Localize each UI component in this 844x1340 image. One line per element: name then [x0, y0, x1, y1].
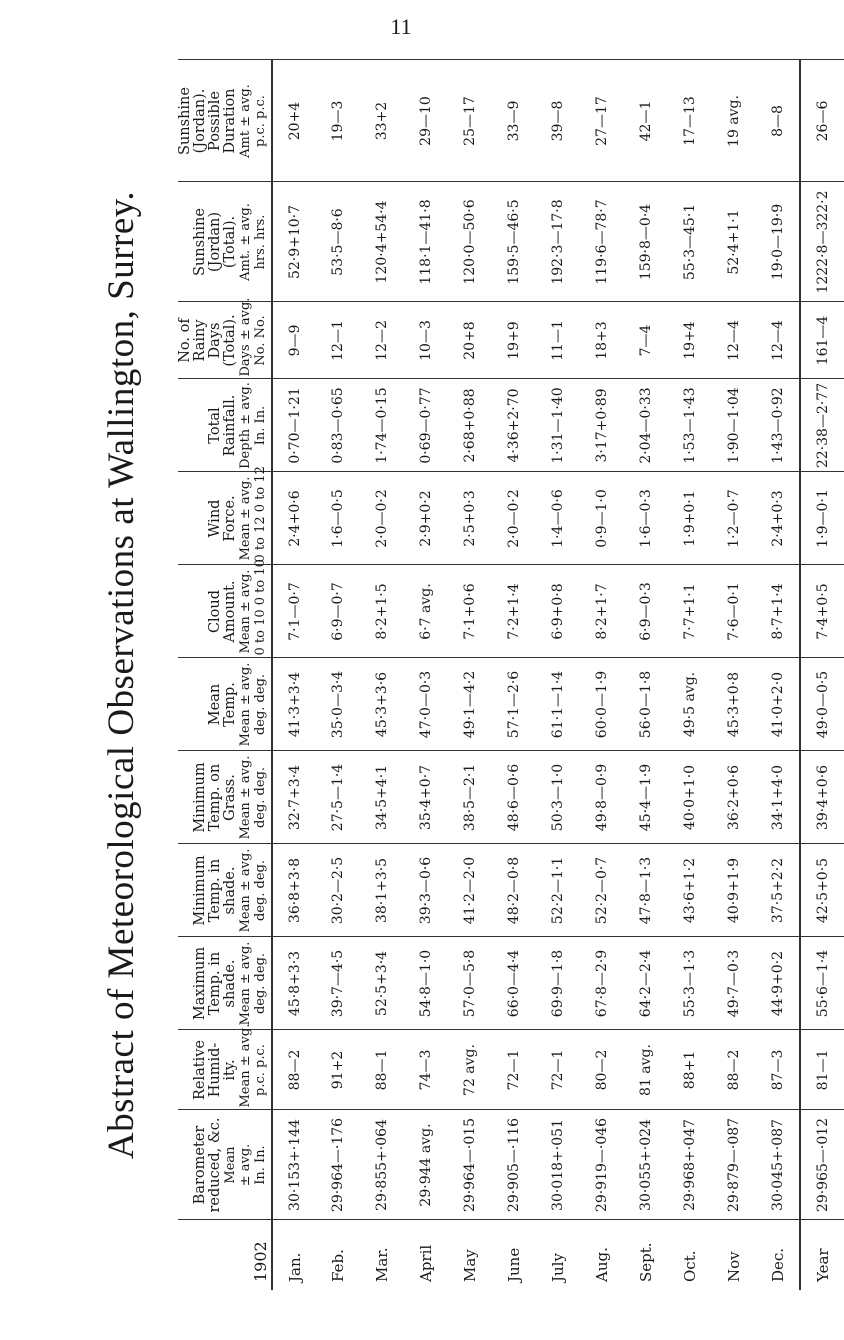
min-grass-cell: 45·4—1·9	[624, 751, 668, 844]
month-cell: Feb.	[316, 1220, 360, 1290]
rain-days-cell: 12—4	[756, 302, 800, 379]
column-title-line: Grass.	[222, 774, 238, 821]
humidity-cell: 87—3	[756, 1030, 800, 1110]
cloud-cell: 6·9+0·8	[536, 565, 580, 658]
sunshine-duration-cell: 33+2	[360, 60, 404, 182]
column-subtitle-line: hrs. hrs.	[253, 214, 268, 270]
column-title-line: No. of	[177, 318, 193, 363]
min-temp-cell: 43·6+1·2	[668, 844, 712, 937]
sunshine-total-cell: 53·5—8·6	[316, 182, 360, 302]
sunshine-duration-cell: 8—8	[756, 60, 800, 182]
column-title-line: Maximum	[192, 946, 208, 1021]
column-subtitle-line: deg. deg.	[253, 673, 268, 736]
rainfall-cell: 1·43—0·92	[756, 379, 800, 472]
month-cell: May	[448, 1220, 492, 1290]
sunshine-total-cell: 19·0—19·9	[756, 182, 800, 302]
column-title-line: Sunshine	[192, 208, 208, 276]
rainfall-cell: 1·31—1·40	[536, 379, 580, 472]
column-subtitle-line: Mean ± avg.	[238, 476, 253, 561]
month-cell: July	[536, 1220, 580, 1290]
min-temp-cell: 39·3—0·6	[404, 844, 448, 937]
cloud-cell: 7·2+1·4	[492, 565, 536, 658]
table-row	[800, 60, 844, 1290]
max-temp-cell: 57·0—5·8	[448, 937, 492, 1030]
column-subtitle-line: Amt ± avg.	[238, 84, 253, 158]
cloud-cell: 6·7 avg.	[404, 565, 448, 658]
table-row	[492, 60, 536, 1290]
max-temp-cell: 45·8+3·3	[272, 937, 316, 1030]
wind-cell: 1·2—0·7	[712, 472, 756, 565]
sunshine-duration-cell: 29—10	[404, 60, 448, 182]
column-title-line: Minimum	[192, 762, 208, 833]
table-row	[448, 60, 492, 1290]
max-temp-cell: 49·7—0·3	[712, 937, 756, 1030]
sunshine-duration-cell: 33—9	[492, 60, 536, 182]
column-title-line: (Total).	[222, 314, 238, 367]
column-subtitle-line: deg. deg.	[253, 859, 268, 922]
month-cell: June	[492, 1220, 536, 1290]
min-temp-cell: 48·2—0·8	[492, 844, 536, 937]
wind-cell: 2·4+0·6	[272, 472, 316, 565]
wind-cell: 1·6—0·5	[316, 472, 360, 565]
rain-days-cell: 20+8	[448, 302, 492, 379]
table-row	[668, 60, 712, 1290]
min-grass-cell: 35·4+0·7	[404, 751, 448, 844]
cloud-cell: 7·4+0·5	[800, 565, 844, 658]
rainfall-cell: 22·38—2·77	[800, 379, 844, 472]
rainfall-cell: 1·74—0·15	[360, 379, 404, 472]
mean-temp-cell: 60·0—1·9	[580, 658, 624, 751]
table-row	[536, 60, 580, 1290]
cloud-cell: 7·1+0·6	[448, 565, 492, 658]
mean-temp-cell: 41·3+3·4	[272, 658, 316, 751]
min-temp-cell: 52·2—1·1	[536, 844, 580, 937]
min-grass-cell: 40·0+1·0	[668, 751, 712, 844]
barometer-cell: 29·964—·176	[316, 1110, 360, 1220]
year-header: 1902	[178, 1220, 272, 1290]
column-subtitle-line: Mean ± avg.	[238, 848, 253, 933]
barometer-cell: 30·153+·144	[272, 1110, 316, 1220]
column-header-humidity	[178, 1023, 272, 1110]
column-title-line: Temp.	[222, 682, 238, 727]
min-grass-cell: 36·2+0·6	[712, 751, 756, 844]
wind-cell: 1·6—0·3	[624, 472, 668, 565]
barometer-cell: 30·055+·024	[624, 1110, 668, 1220]
month-cell: Sept.	[624, 1220, 668, 1290]
min-temp-cell: 52·2—0·7	[580, 844, 624, 937]
humidity-cell: 74—3	[404, 1030, 448, 1110]
sunshine-total-cell: 159·5—46·5	[492, 182, 536, 302]
column-title-line: Possible	[207, 91, 223, 151]
column-header-min-temp	[178, 844, 272, 937]
rainfall-cell: 2·68+0·88	[448, 379, 492, 472]
column-subtitle-line: Mean ± avg.	[238, 755, 253, 840]
rain-days-cell: 19+9	[492, 302, 536, 379]
max-temp-cell: 52·5+3·4	[360, 937, 404, 1030]
sunshine-duration-cell: 20+4	[272, 60, 316, 182]
column-subtitle-line: Mean ± avg.	[238, 662, 253, 747]
barometer-cell: 30·018+·051	[536, 1110, 580, 1220]
mean-temp-cell: 61·1—1·4	[536, 658, 580, 751]
column-subtitle-line: Mean ± avg.	[238, 941, 253, 1026]
max-temp-cell: 44·9+0·2	[756, 937, 800, 1030]
table-row	[712, 60, 756, 1290]
min-temp-cell: 42·5+0·5	[800, 844, 844, 937]
min-grass-cell: 49·8—0·9	[580, 751, 624, 844]
column-subtitle-line: p.c. p.c.	[253, 95, 268, 147]
sunshine-duration-cell: 19—3	[316, 60, 360, 182]
column-title-line: Duration	[222, 88, 238, 154]
sunshine-total-cell: 118·1—41·8	[404, 182, 448, 302]
wind-cell: 1·9—0·1	[800, 472, 844, 565]
column-subtitle-line: Days ± avg.	[238, 297, 253, 377]
month-cell: Jan.	[272, 1220, 316, 1290]
mean-temp-cell: 41·0+2·0	[756, 658, 800, 751]
column-header-sunshine-duration	[178, 60, 272, 182]
rainfall-cell: 3·17+0·89	[580, 379, 624, 472]
max-temp-cell: 69·9—1·8	[536, 937, 580, 1030]
sunshine-duration-cell: 25—17	[448, 60, 492, 182]
rainfall-cell: 1·53—1·43	[668, 379, 712, 472]
wind-cell: 2·0—0·2	[360, 472, 404, 565]
rainfall-cell: 2·04—0·33	[624, 379, 668, 472]
column-subtitle-line: 0 to 12 0 to 12	[253, 466, 268, 563]
cloud-cell: 8·2+1·5	[360, 565, 404, 658]
column-title-line: Relative	[192, 1039, 208, 1101]
table-body	[272, 60, 844, 1290]
page-title: Abstract of Meteorological Observations at Wallington, Surrey.	[101, 190, 142, 1160]
column-title-line: Barometer	[192, 1125, 208, 1205]
rain-days-cell: 12—2	[360, 302, 404, 379]
min-grass-cell: 27·5—1·4	[316, 751, 360, 844]
max-temp-cell: 67·8—2·9	[580, 937, 624, 1030]
column-subtitle-line: Depth ± avg.	[238, 382, 253, 469]
cloud-cell: 8·7+1·4	[756, 565, 800, 658]
column-title-line: Days	[207, 322, 223, 359]
column-header-rain-days	[177, 297, 272, 379]
rain-days-cell: 12—1	[316, 302, 360, 379]
rain-days-cell: 161—4	[800, 302, 844, 379]
observations-table	[178, 60, 844, 1291]
column-subtitle-line: deg. deg.	[253, 952, 268, 1015]
column-title-line: Temp. on	[207, 763, 223, 832]
column-header-sunshine-total	[178, 182, 272, 302]
column-title-line: Cloud	[207, 589, 223, 634]
min-grass-cell: 34·5+4·1	[360, 751, 404, 844]
column-title-line: (Jordan).	[192, 88, 208, 154]
wind-cell: 1·4—0·6	[536, 472, 580, 565]
min-temp-cell: 40·9+1·9	[712, 844, 756, 937]
table-row	[756, 60, 800, 1290]
humidity-cell: 88—2	[712, 1030, 756, 1110]
column-subtitle-line: ± avg.	[238, 1143, 253, 1187]
humidity-cell: 72—1	[536, 1030, 580, 1110]
max-temp-cell: 66·0—4·4	[492, 937, 536, 1030]
column-header-barometer	[178, 1110, 272, 1220]
column-title-line: shade.	[222, 866, 238, 915]
humidity-cell: 88+1	[668, 1030, 712, 1110]
wind-cell: 2·5+0·3	[448, 472, 492, 565]
column-title-line: Rainfall.	[222, 394, 238, 457]
max-temp-cell: 39·7—4·5	[316, 937, 360, 1030]
column-title-line: Force.	[222, 495, 238, 542]
column-title-line: Sunshine	[177, 87, 193, 155]
wind-cell: 1·9+0·1	[668, 472, 712, 565]
sunshine-total-cell: 120·4+54·4	[360, 182, 404, 302]
humidity-cell: 80—2	[580, 1030, 624, 1110]
month-cell: April	[404, 1220, 448, 1290]
cloud-cell: 8·2+1·7	[580, 565, 624, 658]
rain-days-cell: 11—1	[536, 302, 580, 379]
sunshine-total-cell: 52·9+10·7	[272, 182, 316, 302]
column-title-line: Temp. in	[207, 951, 223, 1016]
mean-temp-cell: 49·5 avg.	[668, 658, 712, 751]
rotated-table-block	[92, 60, 832, 1290]
table-header-row	[178, 60, 272, 1290]
mean-temp-cell: 45·3+0·8	[712, 658, 756, 751]
table-row	[360, 60, 404, 1290]
sunshine-total-cell: 1222·8—322·2	[800, 182, 844, 302]
cloud-cell: 7·1—0·7	[272, 565, 316, 658]
month-cell: Nov	[712, 1220, 756, 1290]
max-temp-cell: 55·6—1·4	[800, 937, 844, 1030]
sunshine-duration-cell: 17—13	[668, 60, 712, 182]
barometer-cell: 29·944 avg.	[404, 1110, 448, 1220]
min-temp-cell: 41·2—2·0	[448, 844, 492, 937]
max-temp-cell: 54·8—1·0	[404, 937, 448, 1030]
month-cell: Mar.	[360, 1220, 404, 1290]
barometer-cell: 30·045+·087	[756, 1110, 800, 1220]
column-subtitle-line: Amt. ± avg.	[238, 203, 253, 281]
column-subtitle-line: Mean ± avg.	[238, 1023, 253, 1108]
column-title-line: ity.	[222, 1059, 238, 1081]
mean-temp-cell: 57·1—2·6	[492, 658, 536, 751]
mean-temp-cell: 56·0—1·8	[624, 658, 668, 751]
column-subtitle-line: In. In.	[253, 405, 268, 446]
cloud-cell: 7·6—0·1	[712, 565, 756, 658]
month-cell: Dec.	[756, 1220, 800, 1290]
column-title-line: Minimum	[192, 855, 208, 926]
page-number: 11	[390, 14, 412, 39]
min-temp-cell: 47·8—1·3	[624, 844, 668, 937]
wind-cell: 2·9+0·2	[404, 472, 448, 565]
humidity-cell: 81 avg.	[624, 1030, 668, 1110]
humidity-cell: 72 avg.	[448, 1030, 492, 1110]
column-subtitle-line: No. No.	[253, 315, 268, 366]
rain-days-cell: 12—4	[712, 302, 756, 379]
wind-cell: 2·4+0·3	[756, 472, 800, 565]
mean-temp-cell: 47·0—0·3	[404, 658, 448, 751]
sunshine-total-cell: 120·0—50·6	[448, 182, 492, 302]
table-row	[624, 60, 668, 1290]
rain-days-cell: 10—3	[404, 302, 448, 379]
barometer-cell: 29·919—·046	[580, 1110, 624, 1220]
humidity-cell: 88—1	[360, 1030, 404, 1110]
month-cell: Oct.	[668, 1220, 712, 1290]
min-temp-cell: 38·1+3·5	[360, 844, 404, 937]
table-row	[316, 60, 360, 1290]
column-header-wind	[178, 466, 272, 565]
column-header-max-temp	[178, 937, 272, 1030]
sunshine-duration-cell: 26—6	[800, 60, 844, 182]
humidity-cell: 81—1	[800, 1030, 844, 1110]
column-title-line: Humid-	[207, 1042, 223, 1098]
sunshine-duration-cell: 27—17	[580, 60, 624, 182]
max-temp-cell: 64·2—2·4	[624, 937, 668, 1030]
column-header-mean-temp	[178, 658, 272, 751]
mean-temp-cell: 49·0—0·5	[800, 658, 844, 751]
min-grass-cell: 32·7+3·4	[272, 751, 316, 844]
rain-days-cell: 19+4	[668, 302, 712, 379]
barometer-cell: 29·855+·064	[360, 1110, 404, 1220]
humidity-cell: 91+2	[316, 1030, 360, 1110]
column-title-line: Mean	[207, 683, 223, 726]
min-grass-cell: 50·3—1·0	[536, 751, 580, 844]
mean-temp-cell: 35·0—3·4	[316, 658, 360, 751]
column-subtitle-line: In. In.	[253, 1145, 268, 1185]
column-subtitle-line: Mean	[223, 1146, 238, 1184]
barometer-cell: 29·964—·015	[448, 1110, 492, 1220]
column-title-line: Amount.	[222, 580, 238, 643]
column-title-line: (Total).	[222, 215, 238, 269]
rain-days-cell: 7—4	[624, 302, 668, 379]
rain-days-cell: 9—9	[272, 302, 316, 379]
cloud-cell: 7·7+1·1	[668, 565, 712, 658]
table-row	[404, 60, 448, 1290]
column-title-line: Rainy	[192, 319, 208, 362]
rainfall-cell: 1·90—1·04	[712, 379, 756, 472]
rainfall-cell: 0·83—0·65	[316, 379, 360, 472]
barometer-cell: 29·879—·087	[712, 1110, 756, 1220]
cloud-cell: 6·9—0·3	[624, 565, 668, 658]
rainfall-cell: 4·36+2·70	[492, 379, 536, 472]
column-title-line: Temp. in	[207, 858, 223, 923]
sunshine-total-cell: 192·3—17·8	[536, 182, 580, 302]
column-subtitle-line: 0 to 10 0 to 10	[253, 559, 268, 656]
mean-temp-cell: 49·1—4·2	[448, 658, 492, 751]
column-title-line: Wind	[207, 499, 223, 538]
max-temp-cell: 55·3—1·3	[668, 937, 712, 1030]
min-grass-cell: 39·4+0·6	[800, 751, 844, 844]
mean-temp-cell: 45·3+3·6	[360, 658, 404, 751]
humidity-cell: 72—1	[492, 1030, 536, 1110]
rain-days-cell: 18+3	[580, 302, 624, 379]
barometer-cell: 29·968+·047	[668, 1110, 712, 1220]
min-temp-cell: 37·5+2·2	[756, 844, 800, 937]
barometer-cell: 29·965—·012	[800, 1110, 844, 1220]
column-subtitle-line: Mean ± avg.	[238, 569, 253, 654]
table-row	[272, 60, 316, 1290]
barometer-cell: 29·905—·116	[492, 1110, 536, 1220]
min-grass-cell: 38·5—2·1	[448, 751, 492, 844]
column-title-line: shade.	[222, 959, 238, 1008]
min-temp-cell: 30·2—2·5	[316, 844, 360, 937]
sunshine-duration-cell: 42—1	[624, 60, 668, 182]
column-header-min-grass	[178, 751, 272, 844]
wind-cell: 0·9—1·0	[580, 472, 624, 565]
sunshine-total-cell: 119·6—78·7	[580, 182, 624, 302]
month-cell: Aug.	[580, 1220, 624, 1290]
column-title-line: reduced, &c.	[207, 1117, 223, 1213]
humidity-cell: 88—2	[272, 1030, 316, 1110]
table-row	[580, 60, 624, 1290]
sunshine-duration-cell: 39—8	[536, 60, 580, 182]
sunshine-duration-cell: 19 avg.	[712, 60, 756, 182]
wind-cell: 2·0—0·2	[492, 472, 536, 565]
column-header-cloud	[178, 559, 272, 658]
min-grass-cell: 48·6—0·6	[492, 751, 536, 844]
sunshine-total-cell: 55·3—45·1	[668, 182, 712, 302]
column-title-line: (Jordan)	[207, 211, 223, 273]
rainfall-cell: 0·69—0·77	[404, 379, 448, 472]
min-grass-cell: 34·1+4·0	[756, 751, 800, 844]
rainfall-cell: 0·70—1·21	[272, 379, 316, 472]
cloud-cell: 6·9—0·7	[316, 565, 360, 658]
column-header-rainfall	[178, 379, 272, 472]
sunshine-total-cell: 159·8—0·4	[624, 182, 668, 302]
sunshine-total-cell: 52·4+1·1	[712, 182, 756, 302]
column-title-line: Total	[207, 407, 223, 444]
column-subtitle-line: deg. deg.	[253, 766, 268, 829]
column-subtitle-line: p.c. p.c.	[253, 1044, 268, 1096]
month-cell: Year	[800, 1220, 844, 1290]
min-temp-cell: 36·8+3·8	[272, 844, 316, 937]
